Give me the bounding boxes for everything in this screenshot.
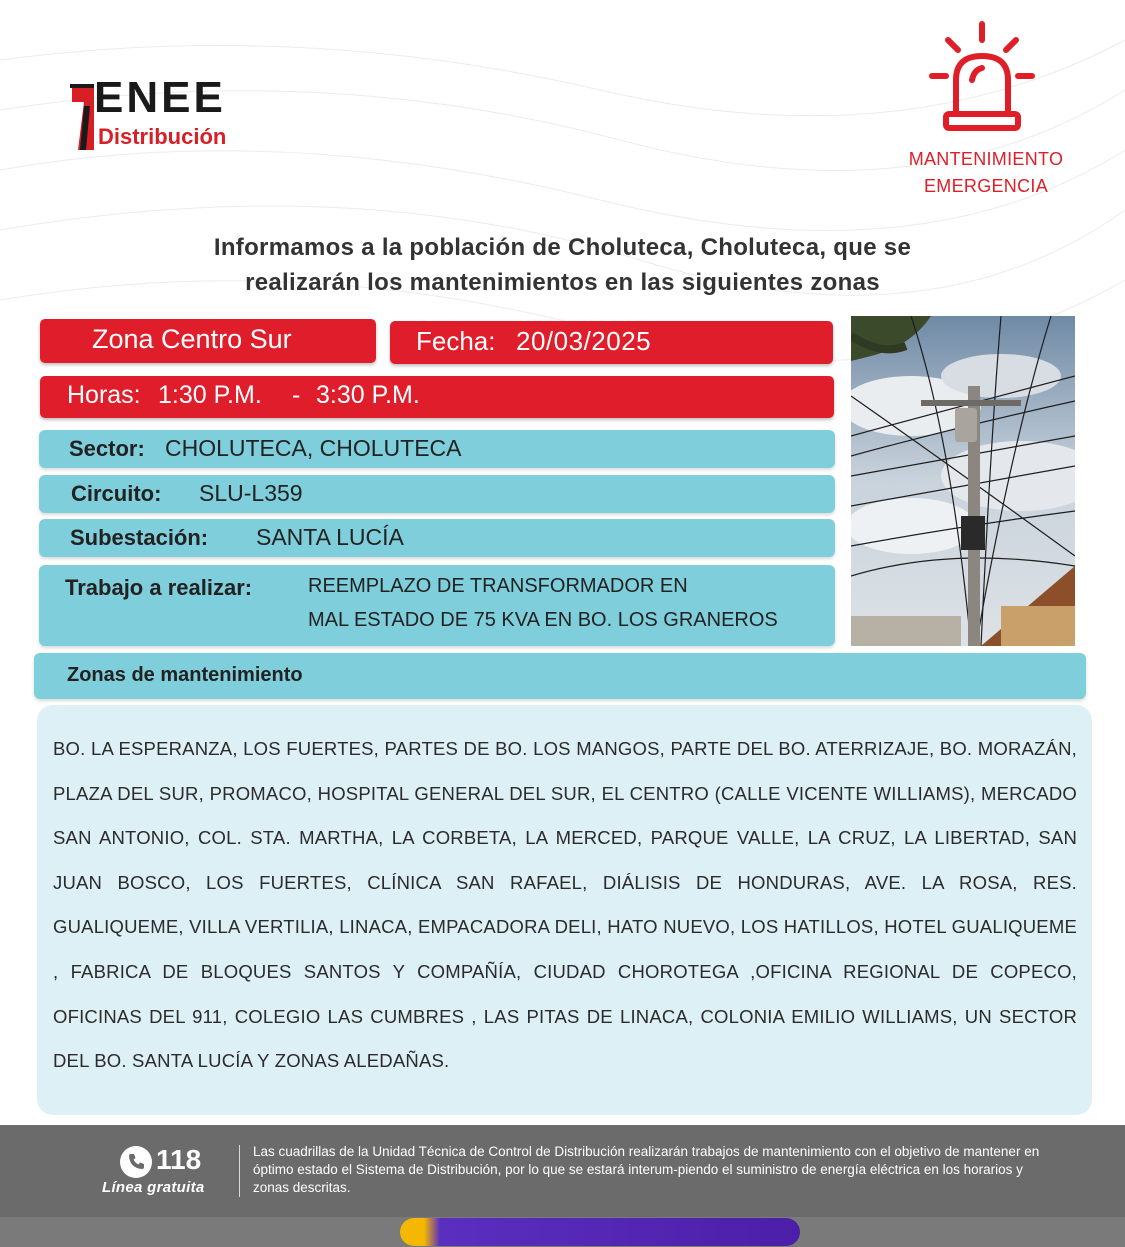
phone-label: Línea gratuita [102,1179,205,1196]
zones-list: BO. LA ESPERANZA, LOS FUERTES, PARTES DE BO. LOS MANGOS, PARTE DEL BO. ATERRIZAJE, BO. MORAZÁN, PLAZA DEL SUR, PROMACO, HOSPITAL GENERAL DEL SUR, EL CENTRO (CALLE VICENTE WILLIAMS), MERCADO SAN ANTONIO, COL. STA. MARTHA, LA CORBETA, LA MERCED, PARQUE VALLE, LA CRUZ, LA LIBERTAD, SAN JUAN BOSCO, LOS FUERTES, CLÍNICA SAN RAFAEL, DIÁLISIS DE HONDURAS, AVE. LA ROSA, RES. GUALIQUEME, VILLA VERTILIA, LINACA, EMPACADORA DELI, HATO NUEVO, LOS HATILLOS, HOTEL GUALIQUEME , FABRICA DE BLOQUES SANTOS Y COMPAÑÍA, CIUDAD CHOROTEGA ,OFICINA REGIONAL DE COPECO, OFICINAS DEL 911, COLEGIO LAS CUMBRES , LAS PITAS DE LINACA, COLONIA EMILIO WILLIAMS, UN SECTOR DEL BO. SANTA LUCÍA Y ZONAS ALEDAÑAS. [53,738,1077,1072]
hours-end: 3:30 P.M. [316,381,420,409]
date-bar [390,321,833,364]
phone-number: 118 [156,1144,202,1175]
zones-header-bar [34,653,1086,699]
hours-start: 1:30 P.M. [158,381,262,409]
date-value: 20/03/2025 [516,326,652,356]
enee-logo [70,73,300,154]
date-label: Fecha: [416,326,496,356]
sector-label: Sector: [69,436,145,461]
intro-heading [60,230,1065,300]
substation-bar [39,519,835,557]
hours-bar [40,376,834,418]
zone-name: Zona Centro Sur [92,324,292,354]
footer-divider [239,1145,240,1197]
hours-label: Horas: [67,381,141,409]
zone-bar [40,319,376,363]
hours-separator: - [292,381,301,409]
work-bar [39,565,835,646]
work-label: Trabajo a realizar: [65,575,253,600]
sector-value: CHOLUTECA, CHOLUTECA [165,435,462,461]
logo-title: ENEE [94,73,226,122]
footer-accent-bar [400,1218,800,1246]
circuit-label: Circuito: [71,481,162,506]
zones-header: Zonas de mantenimiento [67,664,303,686]
emergency-label-line1: MANTENIMIENTO [908,149,1064,169]
siren-icon [926,18,1038,138]
work-line1: REEMPLAZO DE TRANSFORMADOR EN [308,575,688,597]
intro-line2: realizarán los mantenimientos en las siguientes zonas [245,269,880,296]
emergency-label-line2: EMERGENCIA [923,176,1049,196]
zones-panel [37,705,1092,1115]
substation-label: Subestación: [70,525,209,550]
circuit-bar [39,475,835,513]
circuit-value: SLU-L359 [199,480,303,506]
work-line2: MAL ESTADO DE 75 KVA EN BO. LOS GRANEROS [308,609,778,631]
footer-disclaimer: Las cuadrillas de la Unidad Técnica de Control de Distribución realizarán trabajos de mantenimiento con el objetivo de mantener en óptimo estado el Sistema de Distribución, por lo que se estará interum-piendo el suministro de energía eléctrica en los horarios y zonas descritas. [253,1144,1040,1195]
emergency-label [888,146,1084,200]
logo-subtitle: Distribución [98,124,227,149]
intro-line1: Informamos a la población de Choluteca, Choluteca, que se [213,234,912,261]
enee-logo-mark [70,84,94,150]
sector-bar [39,430,835,468]
utility-pole-photo [851,316,1075,646]
substation-value: SANTA LUCÍA [256,524,404,550]
phone-icon [120,1146,152,1178]
